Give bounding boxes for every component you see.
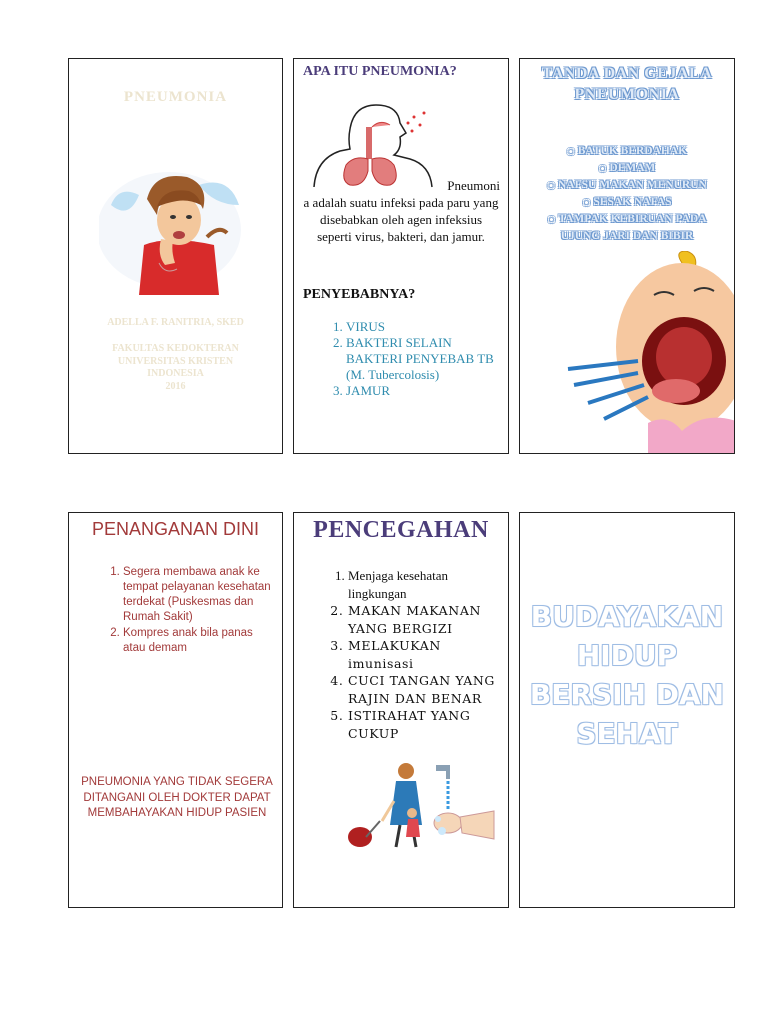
symptoms-panel xyxy=(519,58,735,454)
list-item: 1. VIRUS xyxy=(346,319,502,335)
symptoms-list xyxy=(520,143,734,244)
list-item: 2. BAKTERI SELAIN BAKTERI PENYEBAB TB (M. Tubercolosis) xyxy=(346,335,502,383)
causes-list xyxy=(302,319,502,399)
slogan-panel xyxy=(519,512,735,908)
definition-text xyxy=(302,177,500,245)
list-item: 4. CUCI TANGAN YANG RAJIN DAN BENAR xyxy=(348,672,506,707)
list-item: ○ BATUK BERDAHAK xyxy=(566,145,688,157)
list-item: 3. MELAKUKAN imunisasi xyxy=(348,637,506,672)
list-item: 2. MAKAN MAKANAN YANG BERGIZI xyxy=(348,602,506,637)
crying-baby-illustration xyxy=(564,251,735,454)
prevention-heading: PENCEGAHAN xyxy=(313,517,489,543)
list-item: 3. JAMUR xyxy=(346,383,502,399)
definition-rest: a adalah suatu infeksi pada paru yang disebabkan oleh agen infeksius seperti virus, bakteri, dan jamur. xyxy=(303,195,499,244)
treatment-steps xyxy=(79,565,275,657)
prevention-panel xyxy=(293,512,509,908)
list-item: 5. ISTIRAHAT YANG CUKUP xyxy=(348,707,506,742)
warning-text: PNEUMONIA YANG TIDAK SEGERA DITANGANI OLEH DOKTER DAPAT MEMBAHAYAKAN HIDUP PASIEN xyxy=(81,776,273,819)
slogan-text: BUDAYAKAN HIDUP BERSIH DAN SEHAT xyxy=(529,600,725,750)
list-item: 2. Kompres anak bila panas atau demam xyxy=(123,626,275,656)
cover-panel xyxy=(68,58,283,454)
coughing-boy-illustration xyxy=(99,165,249,300)
early-treatment-heading: PENANGANAN DINI xyxy=(91,519,260,539)
list-item: ○ SESAK NAFAS xyxy=(582,196,672,208)
cleaning-and-handwashing-illustration xyxy=(346,761,496,856)
definition-panel xyxy=(293,58,509,454)
list-item: 1. Segera membawa anak ke tempat pelayanan kesehatan terdekat (Puskesmas dan Rumah Sakit) xyxy=(123,565,275,625)
list-item: ○ NAFSU MAKAN MENURUN xyxy=(547,179,707,191)
list-item: ○ DEMAM xyxy=(598,162,656,174)
institution-name: FAKULTAS KEDOKTERAN UNIVERSITAS KRISTEN INDONESIA xyxy=(112,343,239,379)
cover-title: PNEUMONIA xyxy=(123,89,228,105)
early-treatment-panel xyxy=(68,512,283,908)
definition-heading: APA ITU PNEUMONIA? xyxy=(303,64,457,79)
list-item: 1. Menjaga kesehatan lingkungan xyxy=(348,567,506,602)
list-item: ○ TAMPAK KEBIRUAN PADA UJUNG JARI DAN BIBIR xyxy=(547,213,707,242)
author-name: ADELLA F. RANITRIA, SKED xyxy=(107,317,244,328)
prevention-list xyxy=(302,567,506,742)
symptoms-heading: TANDA DAN GEJALA PNEUMONIA xyxy=(541,65,713,103)
causes-heading: PENYEBABNYA? xyxy=(303,287,416,302)
definition-start: Pneumoni xyxy=(447,178,500,193)
institution xyxy=(69,343,282,393)
year: 2016 xyxy=(165,380,186,392)
